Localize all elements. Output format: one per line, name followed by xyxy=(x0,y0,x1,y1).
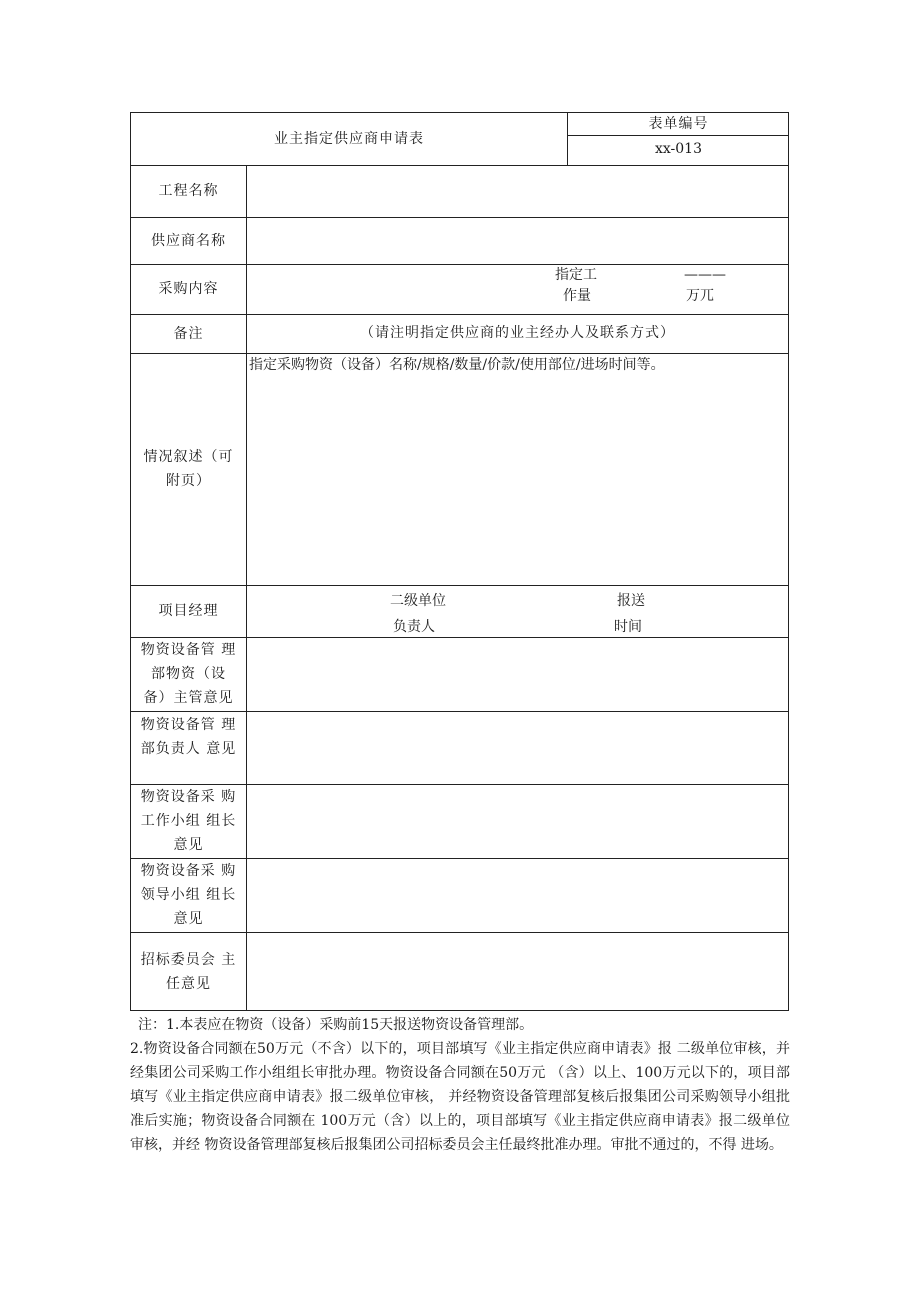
note-2: 2.物资设备合同额在50万元（不含）以下的，项目部填写《业主指定供应商申请表》报 二级单位审核，并经集团公司采购工作小组组长审批办理。物资设备合同额在50万元 （含）以上、100万元以下的，项目部填写《业主指定供应商申请表》报二级单位审核， 并经物资设备管理部复核后报集团公司采购领导小组批准后实施；物资设备合同额在 100万元（含）以上的，项目部填写《业主指定供应商申请表》报二级单位审核，并经 物资设备管理部复核后报集团公司招标委员会主任最终批准办理。审批不通过的，不得 进场。 xyxy=(130,1041,790,1153)
project-manager-label: 项目经理 xyxy=(158,603,219,619)
label-line: 部物资（设 xyxy=(151,666,226,682)
remarks-label: 备注 xyxy=(173,325,204,342)
procurement-team-leader-opinion-field[interactable] xyxy=(247,785,788,858)
label-line: 物资设备采 购 xyxy=(140,789,237,805)
label-line: 意见 xyxy=(173,837,204,853)
procurement-team-leader-opinion-label xyxy=(131,784,246,858)
leading-group-leader-opinion-label xyxy=(131,858,246,932)
materials-supervisor-opinion-label xyxy=(131,637,246,711)
form-title: 业主指定供应商申请表 xyxy=(274,131,424,147)
label-line: 任意见 xyxy=(166,975,211,992)
label-line: 部负责人 意见 xyxy=(140,741,237,757)
form-notes xyxy=(130,1013,790,1157)
supplier-name-label: 供应商名称 xyxy=(151,232,226,249)
materials-supervisor-opinion-field[interactable] xyxy=(247,638,788,711)
description-label xyxy=(131,353,246,585)
description-field[interactable] xyxy=(247,354,788,585)
materials-head-opinion-label xyxy=(131,711,246,784)
description-hint: 指定采购物资（设备）名称/规格/数量/价款/使用部位/进场时间等。 xyxy=(249,357,665,373)
label-line: 物资设备管 理 xyxy=(140,717,237,733)
supplier-name-field[interactable] xyxy=(247,218,788,264)
bidding-committee-opinion-field[interactable] xyxy=(247,933,788,1011)
project-name-label: 工程名称 xyxy=(158,183,219,199)
label-line: 招标委员会 主 xyxy=(140,951,237,968)
remarks-hint: （请注明指定供应商的业主经办人及联系方式） xyxy=(360,325,675,341)
supplier-application-form xyxy=(130,112,789,1011)
form-number-value: xx-013 xyxy=(655,141,702,157)
project-name-field[interactable] xyxy=(247,166,788,217)
procurement-content-label: 采购内容 xyxy=(158,281,219,297)
secondary-unit-label: 二级单位 xyxy=(390,593,446,609)
label-line: 意见 xyxy=(173,911,204,927)
report-time-label: 报送 xyxy=(617,593,645,609)
description-label-line: 附页） xyxy=(166,473,211,489)
label-line: 物资设备采 购 xyxy=(140,863,237,879)
secondary-unit-label-cont: 负责人 xyxy=(393,619,435,635)
bidding-committee-opinion-label xyxy=(131,932,246,1011)
workload-value-blank: ——— xyxy=(684,267,726,283)
materials-head-opinion-field[interactable] xyxy=(247,712,788,784)
description-label-line: 情况叙述（可 xyxy=(143,449,234,465)
label-line: 领导小组 组长 xyxy=(140,887,237,903)
label-line: 物资设备管 理 xyxy=(140,642,237,658)
label-line: 工作小组 组长 xyxy=(140,813,237,829)
workload-unit: 万兀 xyxy=(686,288,714,304)
workload-label-cont: 作量 xyxy=(563,288,591,304)
note-1: 注：1.本表应在物资（设备）采购前15天报送物资设备管理部。 xyxy=(138,1017,534,1033)
leading-group-leader-opinion-field[interactable] xyxy=(247,859,788,932)
form-number-label: 表单编号 xyxy=(648,116,709,132)
report-time-label-cont: 时间 xyxy=(614,619,642,635)
workload-label: 指定工 xyxy=(555,267,597,283)
label-line: 备）主管意见 xyxy=(143,690,234,706)
